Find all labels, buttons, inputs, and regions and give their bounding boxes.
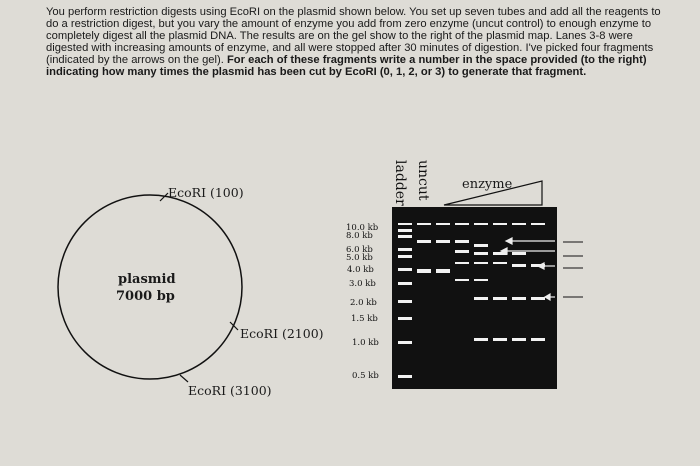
- kb-1-5: 1.5 kb: [351, 314, 378, 324]
- well: [417, 223, 431, 225]
- well: [512, 223, 526, 225]
- lane8-band: [531, 338, 545, 341]
- uncut-band: [417, 269, 431, 273]
- ladder-band: [398, 268, 412, 271]
- question-intro: You perform restriction digests using EcoRI on the plasmid shown below. You set up seven tubes and add all the reagents to do a restriction digest, but you vary the amount of enzyme you add from zero enzyme (uncut control) to enough enzyme to completely digest all the plasmid DNA. The results are on the gel show to the right of the plasmid map. Lanes 3-8 were digested with increasing amounts of enzyme, and all were stopped after 30 minutes of digestion. I've picked four fragments (indicated by the arrows on the gel).: [46, 6, 661, 66]
- lane8-band: [531, 297, 545, 300]
- enzyme-label: enzyme: [462, 177, 513, 192]
- lane5-band: [474, 244, 488, 247]
- site-label-2100: EcoRI (2100): [240, 326, 324, 341]
- well: [531, 223, 545, 225]
- ladder-band: [398, 255, 412, 258]
- lane-label-ladder: ladder: [392, 160, 408, 206]
- lane3-band: [436, 269, 450, 273]
- plasmid-name: plasmid: [118, 272, 176, 287]
- lane6-band: [493, 262, 507, 264]
- kb-10: 10.0 kb: [346, 223, 379, 233]
- lane5-band: [474, 297, 488, 300]
- lane5-band: [474, 262, 488, 264]
- kb-5: 5.0 kb: [346, 253, 373, 263]
- lane-label-uncut: uncut: [415, 160, 431, 201]
- kb-2: 2.0 kb: [350, 298, 377, 308]
- ladder-band: [398, 300, 412, 303]
- lane7-band: [512, 297, 526, 300]
- kb-3: 3.0 kb: [349, 279, 376, 289]
- ladder-band: [398, 235, 412, 238]
- lane5-band: [474, 279, 488, 281]
- lane4-band: [455, 240, 469, 243]
- kb-4: 4.0 kb: [347, 265, 374, 275]
- ladder-band: [398, 282, 412, 285]
- ladder-band: [398, 375, 412, 378]
- lane7-band: [512, 264, 526, 267]
- well: [474, 223, 488, 225]
- lane5-band: [474, 338, 488, 341]
- uncut-band: [417, 240, 431, 243]
- kb-0-5: 0.5 kb: [352, 371, 379, 381]
- lane6-band: [493, 338, 507, 341]
- well: [398, 223, 412, 225]
- kb-8: 8.0 kb: [346, 231, 373, 241]
- lane6-band: [493, 297, 507, 300]
- lane3-band: [436, 240, 450, 243]
- well: [436, 223, 450, 225]
- plasmid-size: 7000 bp: [116, 289, 175, 304]
- lane5-band: [474, 252, 488, 255]
- kb-6: 6.0 kb: [346, 245, 373, 255]
- site-label-100: EcoRI (100): [168, 185, 244, 200]
- lane4-band: [455, 262, 469, 264]
- lane4-band: [455, 279, 469, 281]
- lane4-band: [455, 250, 469, 253]
- kb-1: 1.0 kb: [352, 338, 379, 348]
- well: [493, 223, 507, 225]
- ladder-band: [398, 341, 412, 344]
- lane7-band: [512, 338, 526, 341]
- question-bold: For each of these fragments write a number in the space provided (to the right) indicating how many times the plasmid has been cut by EcoRI (0, 1, 2, or 3) to generate that fragment.: [46, 54, 647, 78]
- ladder-band: [398, 248, 412, 251]
- ladder-band: [398, 229, 412, 232]
- site-label-3100: EcoRI (3100): [188, 383, 272, 398]
- well: [455, 223, 469, 225]
- lane7-band: [512, 252, 526, 255]
- ladder-band: [398, 317, 412, 320]
